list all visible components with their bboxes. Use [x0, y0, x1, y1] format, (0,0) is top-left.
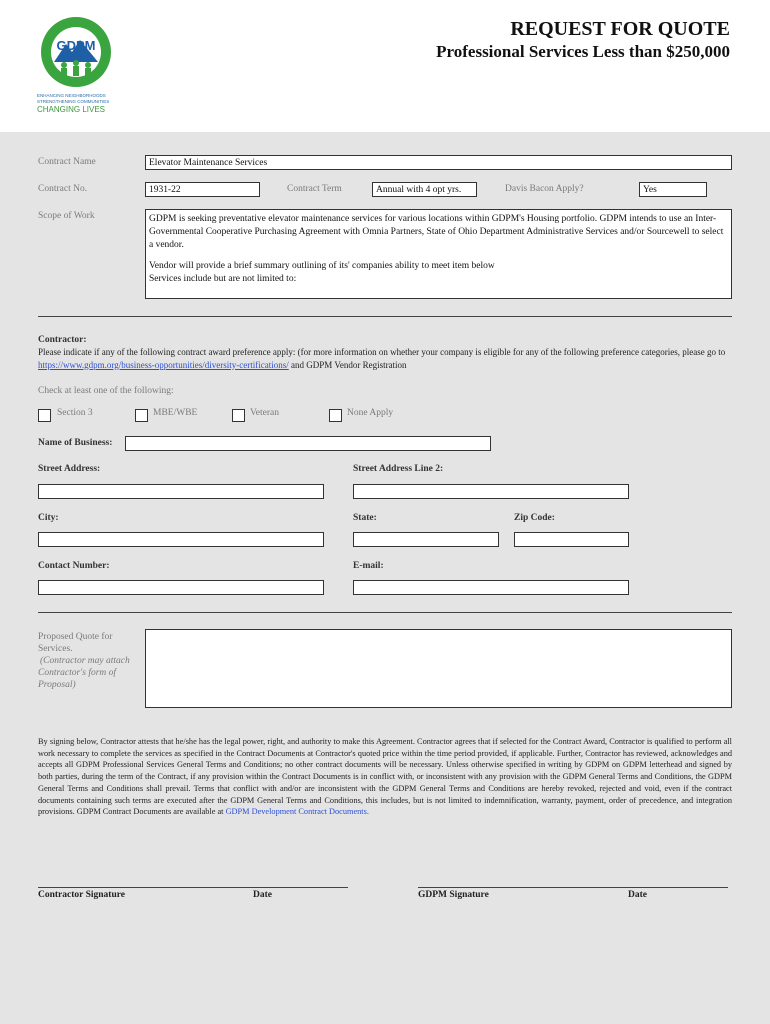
none-apply-checkbox[interactable] — [329, 409, 342, 422]
proposed-quote-textarea[interactable] — [145, 629, 732, 708]
street-address2-input[interactable] — [353, 484, 629, 499]
scope-paragraph-2: Vendor will provide a brief summary outlining of its' companies ability to meet item below — [149, 261, 495, 272]
contractor-instructions — [38, 346, 732, 371]
street-address-input[interactable] — [38, 484, 324, 499]
instructions-text: Please indicate if any of the following contract award preference apply: (for more information on whether your company is eligible for any of the following preference categories, please go to — [38, 347, 726, 357]
contact-number-label: Contact Number: — [38, 561, 110, 571]
quote-label-note: (Contractor may attach Contractor's form of Proposal) — [38, 656, 130, 690]
business-name-input[interactable] — [125, 436, 491, 451]
contract-term-label: Contract Term — [287, 184, 342, 194]
scope-paragraph-1: GDPM is seeking preventative elevator maintenance services for various locations within GDPM's Housing portfolio. GDPM intends to use an Inter-Governmental Cooperative Purchasing Agreement with Omnia Partners, State of Ohio Department Administrative Services and/or Sourcewell to select a vendor. — [149, 214, 724, 250]
quote-label — [38, 631, 138, 691]
contract-term-field[interactable]: Annual with 4 opt yrs. — [372, 182, 477, 197]
logo-letters: GDPM — [56, 38, 96, 53]
contract-no-label: Contract No. — [38, 184, 88, 194]
davis-bacon-field[interactable]: Yes — [639, 182, 707, 197]
page-subtitle: Professional Services Less than $250,000 — [436, 42, 730, 61]
mbe-wbe-label: MBE/WBE — [153, 408, 198, 418]
gdpm-date-label: Date — [628, 890, 647, 900]
zip-label: Zip Code: — [514, 513, 555, 523]
city-input[interactable] — [38, 532, 324, 547]
contract-documents-link[interactable]: GDPM Development Contract Documents. — [225, 807, 369, 817]
legal-text: By signing below, Contractor attests that he/she has the legal power, right, and authority to make this Agreement. Contractor agrees that if selected for the Contract Award, Contractor is qualified to perform all work necessary to complete the services as specified in the Contract Documents at Contractor's quoted price within the time period provided, if applicable. Further, Contractor has reviewed, acknowledges and accepts all GDPM Professional Services General Terms and Conditions; no other contract documents will be necessary. Unless otherwise specified in writing by GDPM on GDPM letterhead and signed by both parties, during the term of the Contract, if any provision within the Contract Documents is in conflict with, or inconsistent with any provision with the GDPM General Terms and Conditions, the GDPM General Terms and Conditions shall prevail. Terms that conflict with and/or are inconsistent with the GDPM General Terms and Conditions are hereby revoked, rejected and void, even if the contract documents containing such terms are executed after the GDPM General Terms and Conditions, this includes, but is not limited to indemnification, warranty, payment, order of precedence, and integration provisions. GDPM Contract Documents are available at — [38, 737, 732, 817]
veteran-label: Veteran — [250, 408, 280, 418]
gdpm-signature-label: GDPM Signature — [418, 890, 489, 900]
veteran-checkbox[interactable] — [232, 409, 245, 422]
state-input[interactable] — [353, 532, 499, 547]
section3-checkbox[interactable] — [38, 409, 51, 422]
check-prompt: Check at least one of the following: — [38, 386, 174, 396]
instructions-text-end: and GDPM Vendor Registration — [288, 359, 407, 370]
state-label: State: — [353, 513, 377, 523]
contract-no-field[interactable]: 1931-22 — [145, 182, 260, 197]
mbe-wbe-checkbox[interactable] — [135, 409, 148, 422]
page-title: REQUEST FOR QUOTE — [510, 18, 730, 40]
divider — [38, 316, 732, 317]
contractor-heading: Contractor: — [38, 335, 87, 345]
business-name-label: Name of Business: — [38, 438, 113, 448]
legal-terms — [38, 736, 732, 818]
email-label: E-mail: — [353, 561, 384, 571]
davis-bacon-label: Davis Bacon Apply? — [505, 184, 584, 194]
scope-field[interactable] — [145, 209, 732, 299]
contractor-signature-label: Contractor Signature — [38, 890, 125, 900]
email-input[interactable] — [353, 580, 629, 595]
street-address-label: Street Address: — [38, 464, 101, 474]
contract-name-label: Contract Name — [38, 157, 96, 167]
contractor-signature-line[interactable] — [38, 887, 348, 888]
logo-changing-lives: CHANGING LIVES — [37, 105, 106, 114]
logo-tagline-2: STRENGTHENING COMMUNITIES — [37, 99, 110, 104]
page-header — [0, 0, 770, 132]
contractor-date-label: Date — [253, 890, 272, 900]
contract-name-field[interactable]: Elevator Maintenance Services — [145, 155, 732, 170]
scope-label: Scope of Work — [38, 211, 95, 221]
contact-number-input[interactable] — [38, 580, 324, 595]
zip-input[interactable] — [514, 532, 629, 547]
diversity-certifications-link[interactable]: https://www.gdpm.org/business-opportunities/diversity-certifications/ — [38, 359, 289, 370]
logo-tagline — [37, 93, 117, 115]
gdpm-signature-line[interactable] — [418, 887, 728, 888]
divider — [38, 612, 732, 613]
quote-label-main: Proposed Quote for Services. — [38, 632, 113, 654]
logo-tagline-1: ENHANCING NEIGHBORHOODS — [37, 93, 106, 98]
none-apply-label: None Apply — [347, 408, 394, 418]
city-label: City: — [38, 513, 59, 523]
scope-paragraph-3: Services include but are not limited to: — [149, 274, 297, 285]
section3-label: Section 3 — [57, 408, 93, 418]
street-address2-label: Street Address Line 2: — [353, 464, 444, 474]
